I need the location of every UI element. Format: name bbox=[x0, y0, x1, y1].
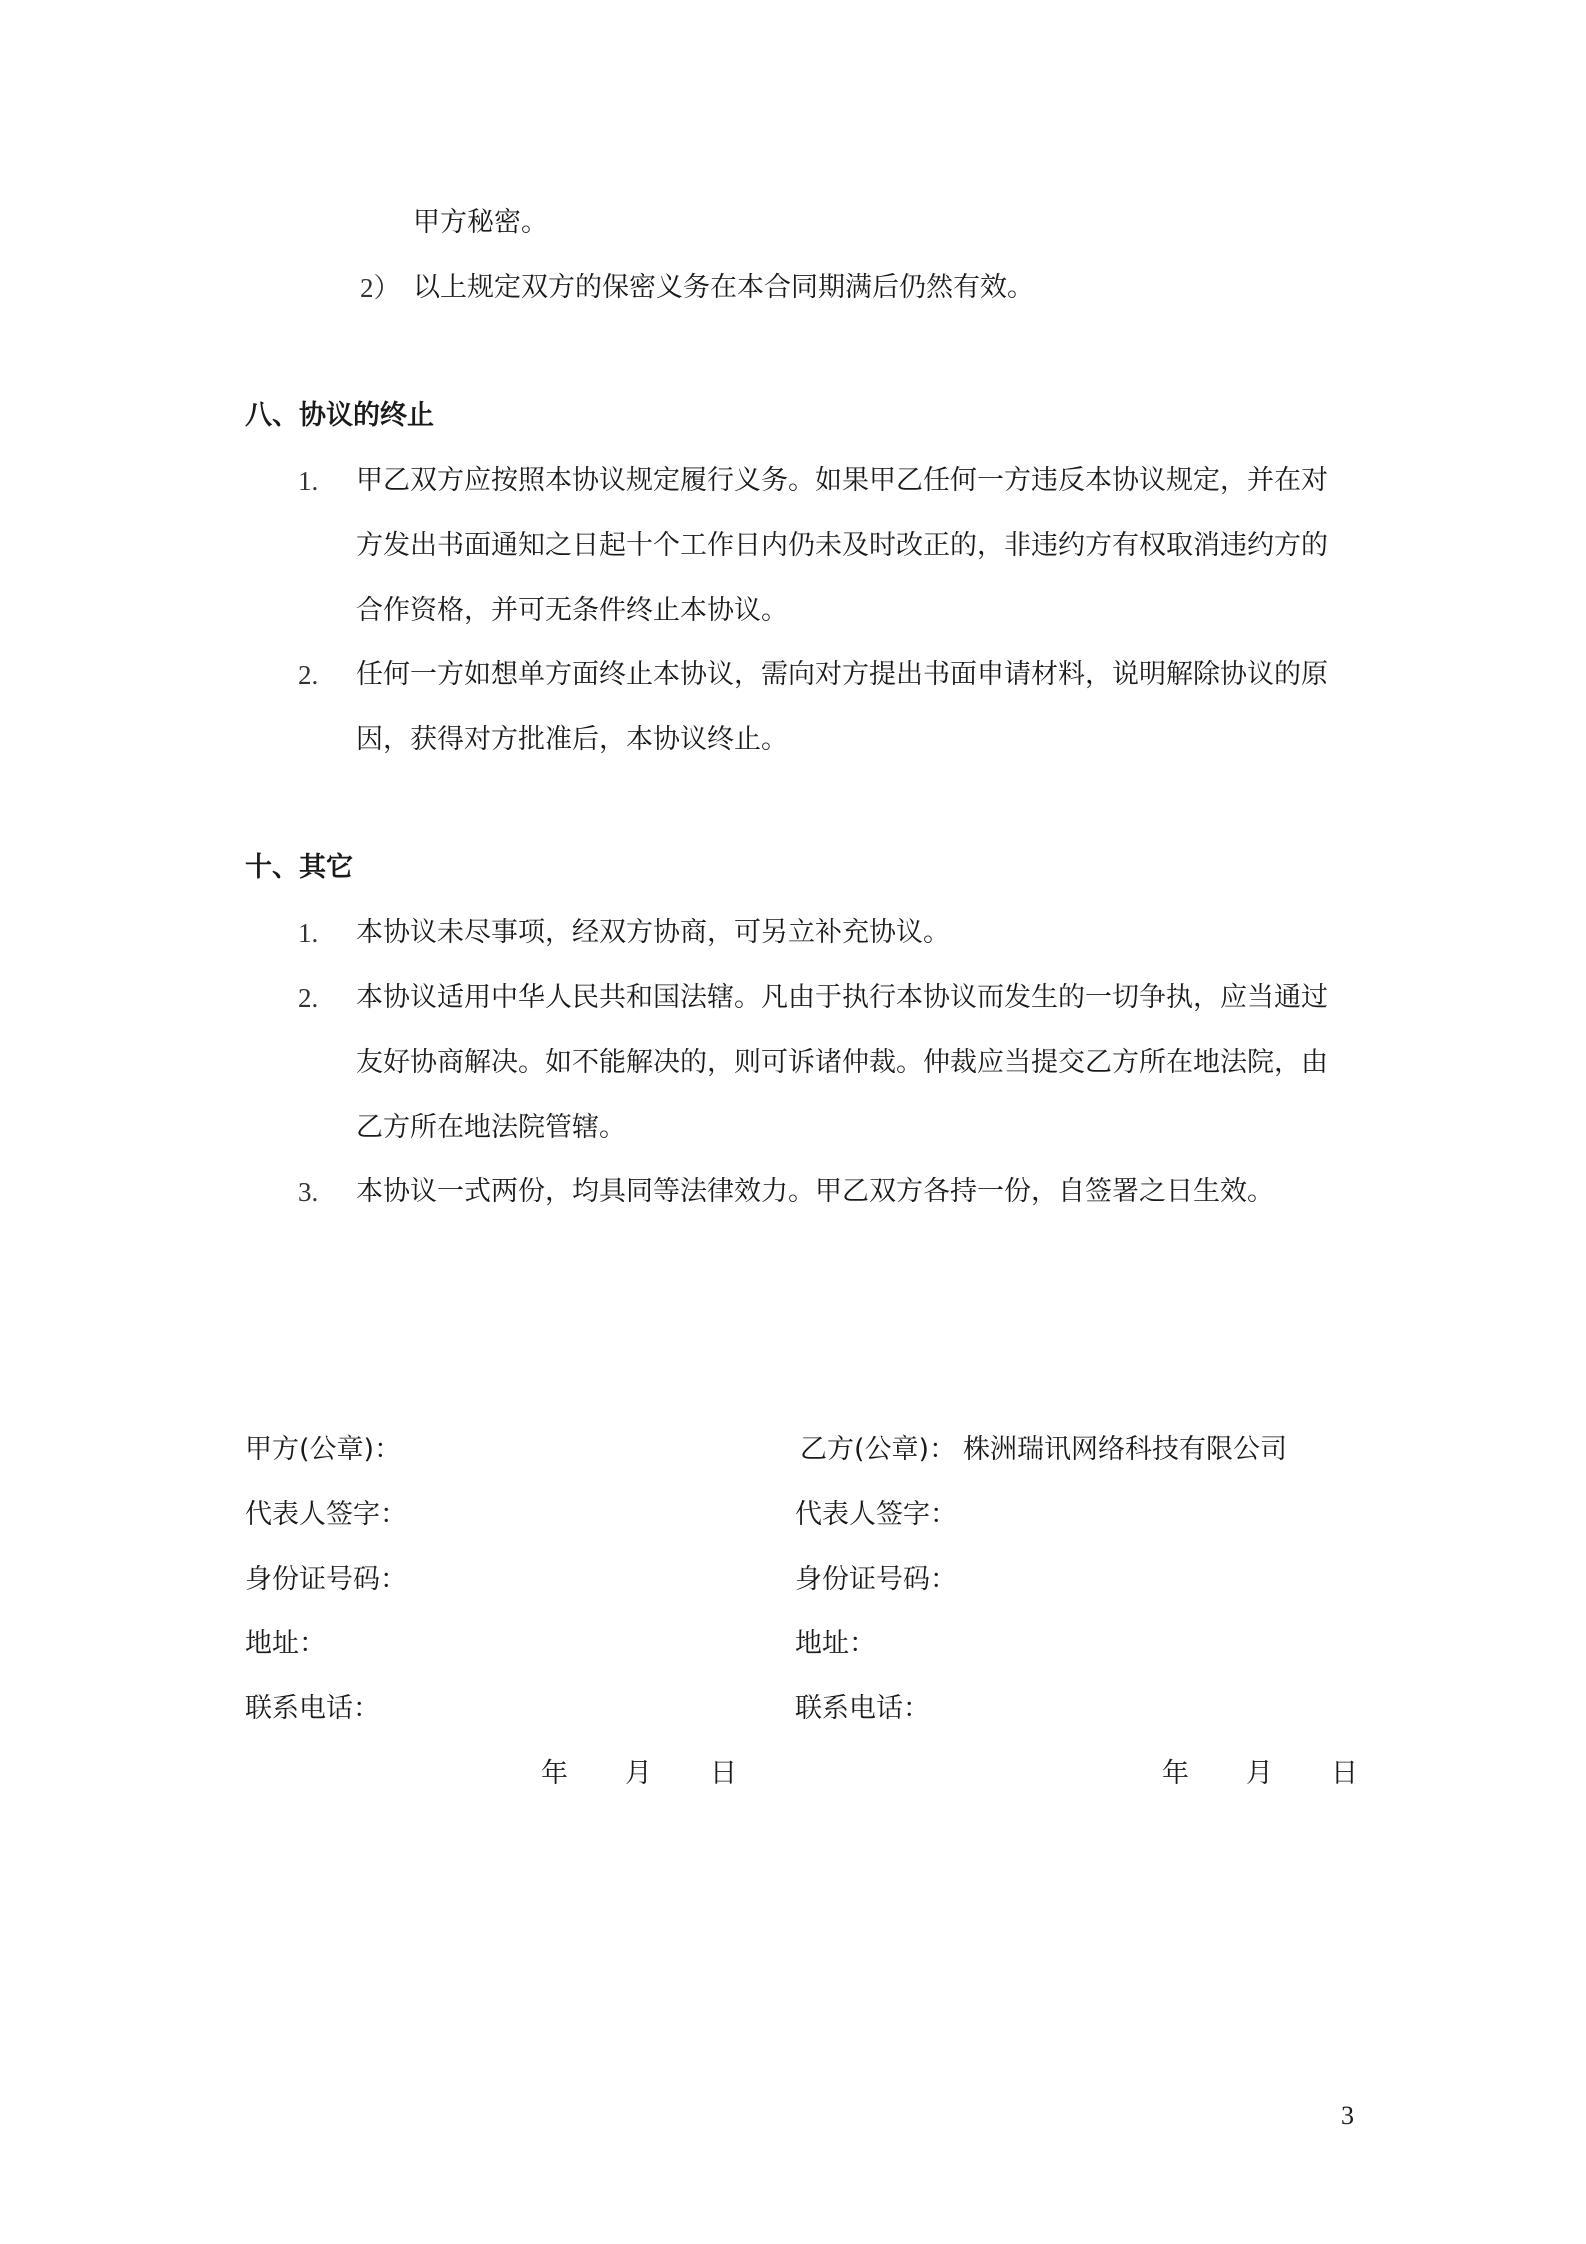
list-item-line: 本协议适用中华人民共和国法辖。凡由于执行本协议而发生的一切争执，应当通过 bbox=[356, 982, 1328, 1013]
list-number: 2. bbox=[298, 660, 319, 690]
list-number: 1. bbox=[298, 466, 319, 496]
party-b-date-day: 日 bbox=[1331, 1758, 1358, 1789]
party-a-representative-label: 代表人签字： bbox=[245, 1499, 407, 1530]
party-b-date-year: 年 bbox=[1162, 1758, 1189, 1789]
list-item-text: 以上规定双方的保密义务在本合同期满后仍然有效。 bbox=[413, 272, 1034, 303]
party-b-company-name: 株洲瑞讯网络科技有限公司 bbox=[963, 1434, 1287, 1465]
party-a-seal-label: 甲方(公章)： bbox=[245, 1434, 402, 1465]
party-a-address-label: 地址： bbox=[245, 1628, 326, 1659]
list-number: 2. bbox=[298, 983, 319, 1013]
list-number: 2） bbox=[360, 273, 401, 303]
list-item-line: 因，获得对方批准后，本协议终止。 bbox=[356, 724, 788, 755]
list-item-line: 乙方所在地法院管辖。 bbox=[356, 1112, 626, 1143]
list-item-line: 本协议未尽事项，经双方协商，可另立补充协议。 bbox=[356, 917, 950, 948]
party-b-id-label: 身份证号码： bbox=[795, 1564, 957, 1595]
party-a-date-year: 年 bbox=[541, 1758, 568, 1789]
party-b-date-month: 月 bbox=[1246, 1758, 1273, 1789]
continuation-line: 甲方秘密。 bbox=[413, 207, 548, 238]
list-item-line: 合作资格，并可无条件终止本协议。 bbox=[356, 595, 788, 626]
party-b-phone-label: 联系电话： bbox=[795, 1693, 930, 1724]
party-a-date-month: 月 bbox=[625, 1758, 652, 1789]
list-item-line: 甲乙双方应按照本协议规定履行义务。如果甲乙任何一方违反本协议规定，并在对 bbox=[356, 465, 1328, 496]
list-number: 3. bbox=[298, 1177, 319, 1207]
party-a-id-label: 身份证号码： bbox=[245, 1564, 407, 1595]
party-b-seal-label: 乙方(公章)： bbox=[800, 1434, 957, 1465]
section-heading: 八、协议的终止 bbox=[245, 400, 434, 431]
list-item-line: 任何一方如想单方面终止本协议，需向对方提出书面申请材料，说明解除协议的原 bbox=[356, 659, 1328, 690]
party-b-representative-label: 代表人签字： bbox=[795, 1499, 957, 1530]
list-number: 1. bbox=[298, 918, 319, 948]
list-item-line: 方发出书面通知之日起十个工作日内仍未及时改正的，非违约方有权取消违约方的 bbox=[356, 530, 1328, 561]
list-item-line: 本协议一式两份，均具同等法律效力。甲乙双方各持一份，自签署之日生效。 bbox=[356, 1176, 1274, 1207]
party-b-address-label: 地址： bbox=[795, 1628, 876, 1659]
party-a-date-day: 日 bbox=[710, 1758, 737, 1789]
section-heading: 十、其它 bbox=[245, 852, 353, 883]
page-number: 3 bbox=[1341, 2101, 1354, 2130]
list-item-line: 友好协商解决。如不能解决的，则可诉诸仲裁。仲裁应当提交乙方所在地法院，由 bbox=[356, 1047, 1328, 1078]
party-a-phone-label: 联系电话： bbox=[245, 1693, 380, 1724]
